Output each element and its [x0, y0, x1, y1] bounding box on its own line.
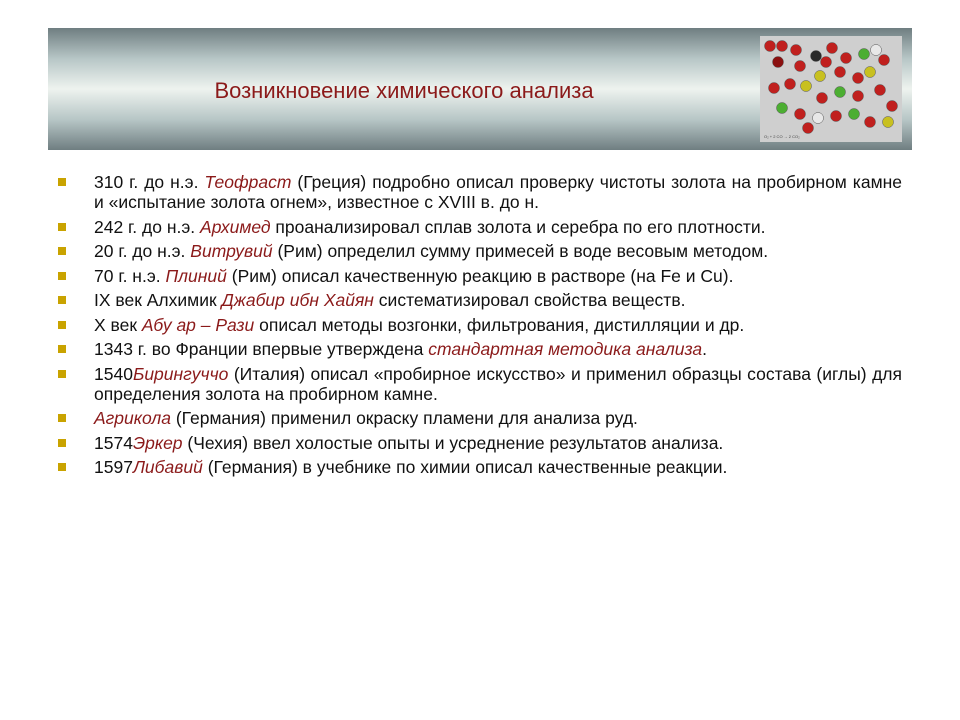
item-name: Плиний	[165, 265, 227, 286]
title-banner	[48, 28, 912, 150]
list-item	[56, 241, 902, 261]
bullet-marker	[58, 370, 66, 378]
item-text: (Германия) в учебнике по химии описал качественные реакции.	[202, 457, 728, 477]
bullet-marker	[58, 272, 66, 280]
molecule-atom	[883, 117, 894, 128]
bullet-marker	[58, 296, 66, 304]
molecule-atom	[887, 101, 898, 112]
molecules-caption: O₂ + 2 CO → 2 CO₂	[764, 134, 800, 139]
item-name: Эркер	[132, 432, 183, 453]
list-item	[56, 433, 902, 453]
history-list	[56, 172, 902, 482]
molecule-atom	[817, 93, 828, 104]
item-text: .	[702, 339, 708, 359]
molecule-atom	[871, 45, 882, 56]
bullet-marker	[58, 321, 66, 329]
molecules-illustration	[760, 36, 902, 142]
bullet-marker	[58, 463, 66, 471]
list-item	[56, 339, 902, 359]
list-item	[56, 290, 902, 310]
slide-title: Возникновение химического анализа	[214, 78, 594, 103]
item-name: Джабир ибн Хайян	[221, 290, 374, 310]
item-text: 20 г. до н.э.	[94, 241, 191, 261]
molecule-atom	[865, 67, 876, 78]
molecule-atom	[795, 109, 806, 120]
item-text: систематизировал свойства веществ.	[373, 290, 686, 310]
item-text: (Греция) подробно описал проверку чистоты золота на пробирном камне и «испытание золота огнем», известное с XVIII в. до н.	[94, 172, 902, 212]
item-text: (Чехия) ввел холостые опыты и усреднение результатов анализа.	[182, 432, 724, 453]
bullet-marker	[58, 178, 66, 186]
molecule-atom	[777, 41, 788, 52]
molecule-atom	[859, 49, 870, 60]
molecule-atom	[841, 53, 852, 64]
molecule-atom	[795, 61, 806, 72]
item-name: Бирингуччо	[132, 363, 229, 384]
molecule-atom	[785, 79, 796, 90]
list-item	[56, 408, 902, 428]
item-name: Агрикола	[94, 408, 171, 428]
molecule-atom	[791, 45, 802, 56]
item-name: Теофраст	[204, 172, 292, 192]
molecule-atom	[811, 51, 822, 62]
item-text: (Рим) описал качественную реакцию в растворе (на Fe и Cu).	[226, 265, 734, 286]
molecule-atom	[765, 41, 776, 52]
bullet-marker	[58, 223, 66, 231]
item-name: Витрувий	[190, 241, 273, 261]
bullet-marker	[58, 345, 66, 353]
molecule-atom	[875, 85, 886, 96]
list-item	[56, 217, 902, 237]
molecules-picture	[760, 36, 902, 142]
molecule-atom	[803, 123, 814, 134]
molecule-atom	[801, 81, 812, 92]
molecule-atom	[835, 67, 846, 78]
item-text: 242 г. до н.э.	[94, 216, 201, 237]
item-text: 70 г. н.э.	[94, 265, 166, 286]
molecule-atom	[831, 111, 842, 122]
item-name: Либавий	[132, 457, 203, 477]
item-text: описал методы возгонки, фильтрования, дистилляции и др.	[254, 314, 745, 335]
molecule-atom	[827, 43, 838, 54]
item-name: Абу ар – Рази	[141, 314, 255, 335]
molecule-atom	[813, 113, 824, 124]
molecule-atom	[853, 91, 864, 102]
item-text: (Германия) применил окраску пламени для анализа руд.	[170, 408, 638, 428]
bullet-marker	[58, 247, 66, 255]
molecule-atom	[773, 57, 784, 68]
item-text: (Рим) определил сумму примесей в воде весовым методом.	[272, 241, 769, 261]
list-item	[56, 364, 902, 404]
bullet-marker	[58, 439, 66, 447]
list-item	[56, 315, 902, 335]
item-text: IX век Алхимик	[94, 290, 222, 310]
molecule-atom	[849, 109, 860, 120]
molecule-atom	[821, 57, 832, 68]
item-text: 1540	[94, 363, 133, 384]
bullet-marker	[58, 414, 66, 422]
molecule-atom	[777, 103, 788, 114]
item-text: 310 г. до н.э.	[94, 172, 205, 192]
item-name: Архимед	[200, 216, 271, 237]
item-text: X век	[94, 314, 142, 335]
molecule-atom	[835, 87, 846, 98]
molecule-atom	[815, 71, 826, 82]
molecule-atom	[879, 55, 890, 66]
molecule-atom	[865, 117, 876, 128]
list-item	[56, 266, 902, 286]
item-name: стандартная методика анализа	[428, 339, 703, 359]
list-item	[56, 172, 902, 212]
item-text: проанализировал сплав золота и серебра по его плотности.	[270, 216, 766, 237]
list-item	[56, 457, 902, 477]
item-text: 1343 г. во Франции впервые утверждена	[94, 339, 429, 359]
item-text: (Италия) описал «пробирное искусство» и применил образцы состава (иглы) для определения золота на пробирном камне.	[94, 363, 902, 404]
item-text: 1574	[94, 432, 133, 453]
molecule-atom	[853, 73, 864, 84]
molecule-atom	[769, 83, 780, 94]
item-text: 1597	[94, 457, 133, 477]
